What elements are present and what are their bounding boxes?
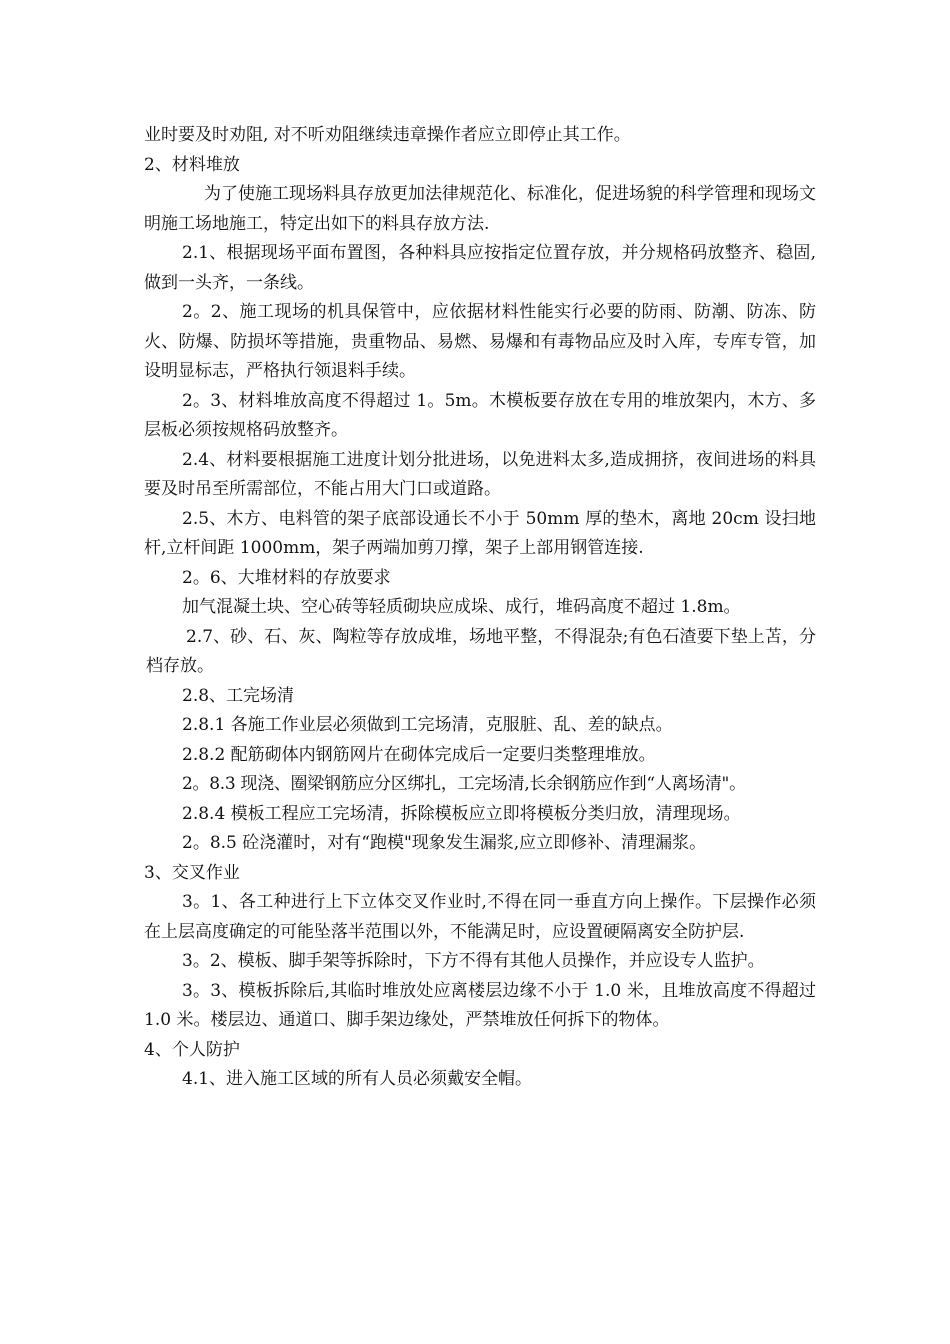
- paragraph-2-8-3: 2。8.3 现浇、圈梁钢筋应分区绑扎，工完场清,长余钢筋应作到“人离场清"。: [182, 774, 746, 794]
- paragraph-2-8-5: 2。8.5 砼浇灌时，对有“跑模"现象发生漏浆,应立即修补、清理漏浆。: [182, 833, 707, 853]
- section-heading-cross-work: 3、交叉作业: [144, 862, 240, 883]
- paragraph-2-3: 2。3、材料堆放高度不得超过 1。5m。木模板要存放在专用的堆放架内，木方、多层板必须按规格码放整齐。: [144, 390, 816, 440]
- section-heading-personal-protection: 4、个人防护: [144, 1039, 240, 1060]
- paragraph-2-7: 2.7、砂、石、灰、陶粒等存放成堆，场地平整，不得混杂;有色石渣要下垫上苫，分档存放。: [146, 626, 816, 676]
- paragraph-continuation: 业时要及时劝阻, 对不听劝阻继续违章操作者应立即停止其工作。: [144, 125, 631, 145]
- paragraph-3-3: 3。3、模板拆除后,其临时堆放处应离楼层边缘不小于 1.0 米，且堆放高度不得超过 1.0 米。楼层边、通道口、脚手架边缘处，严禁堆放任何拆下的物体。: [144, 980, 816, 1030]
- paragraph-3-1: 3。1、各工种进行上下立体交叉作业时,不得在同一垂直方向上操作。下层操作必须在上层高度确定的可能坠落半范围以外，不能满足时，应设置硬隔离安全防护层.: [144, 892, 816, 942]
- paragraph-4-1: 4.1、进入施工区域的所有人员必须戴安全帽。: [182, 1069, 533, 1089]
- document-body: [144, 121, 816, 1095]
- section-heading-materials-storage: 2、材料堆放: [144, 154, 240, 175]
- paragraph-2-8-4: 2.8.4 模板工程应工完场清，拆除模板应立即将模板分类归放，清理现场。: [182, 803, 741, 824]
- paragraph-2-4: 2.4、材料要根据施工进度计划分批进场，以免进料太多,造成拥挤，夜间进场的料具要及时吊至所需部位，不能占用大门口或道路。: [144, 449, 816, 499]
- paragraph-2-2: 2。2、施工现场的机具保管中，应依据材料性能实行必要的防雨、防潮、防冻、防火、防爆、防损坏等措施，贵重物品、易燃、易爆和有毒物品应及时入库，专库专管，加设明显标志，严格执行领退料手续。: [144, 302, 816, 381]
- paragraph-3-2: 3。2、模板、脚手架等拆除时，下方不得有其他人员操作，并应设专人监护。: [182, 951, 765, 971]
- paragraph-2-6: 2。6、大堆材料的存放要求: [182, 567, 391, 588]
- paragraph-storage-intro: 为了使施工现场料具存放更加法律规范化、标准化，促进场貌的科学管理和现场文明施工场地施工，特定出如下的料具存放方法.: [144, 184, 816, 234]
- paragraph-2-6-detail: 加气混凝土块、空心砖等轻质砌块应成垛、成行，堆码高度不超过 1.8m。: [182, 597, 741, 617]
- paragraph-2-8: 2.8、工完场清: [182, 685, 295, 706]
- paragraph-2-5: 2.5、木方、电料管的架子底部设通长不小于 50mm 厚的垫木，离地 20cm 设扫地杆,立杆间距 1000mm，架子两端加剪刀撑，架子上部用钢管连接.: [144, 508, 816, 558]
- paragraph-2-8-1: 2.8.1 各施工作业层必须做到工完场清，克服脏、乱、差的缺点。: [182, 715, 673, 735]
- paragraph-2-8-2: 2.8.2 配筋砌体内钢筋网片在砌体完成后一定要归类整理堆放。: [182, 744, 656, 765]
- paragraph-2-1: 2.1、根据现场平面布置图，各种料具应按指定位置存放，并分规格码放整齐、稳固,做到一头齐，一条线。: [144, 243, 816, 293]
